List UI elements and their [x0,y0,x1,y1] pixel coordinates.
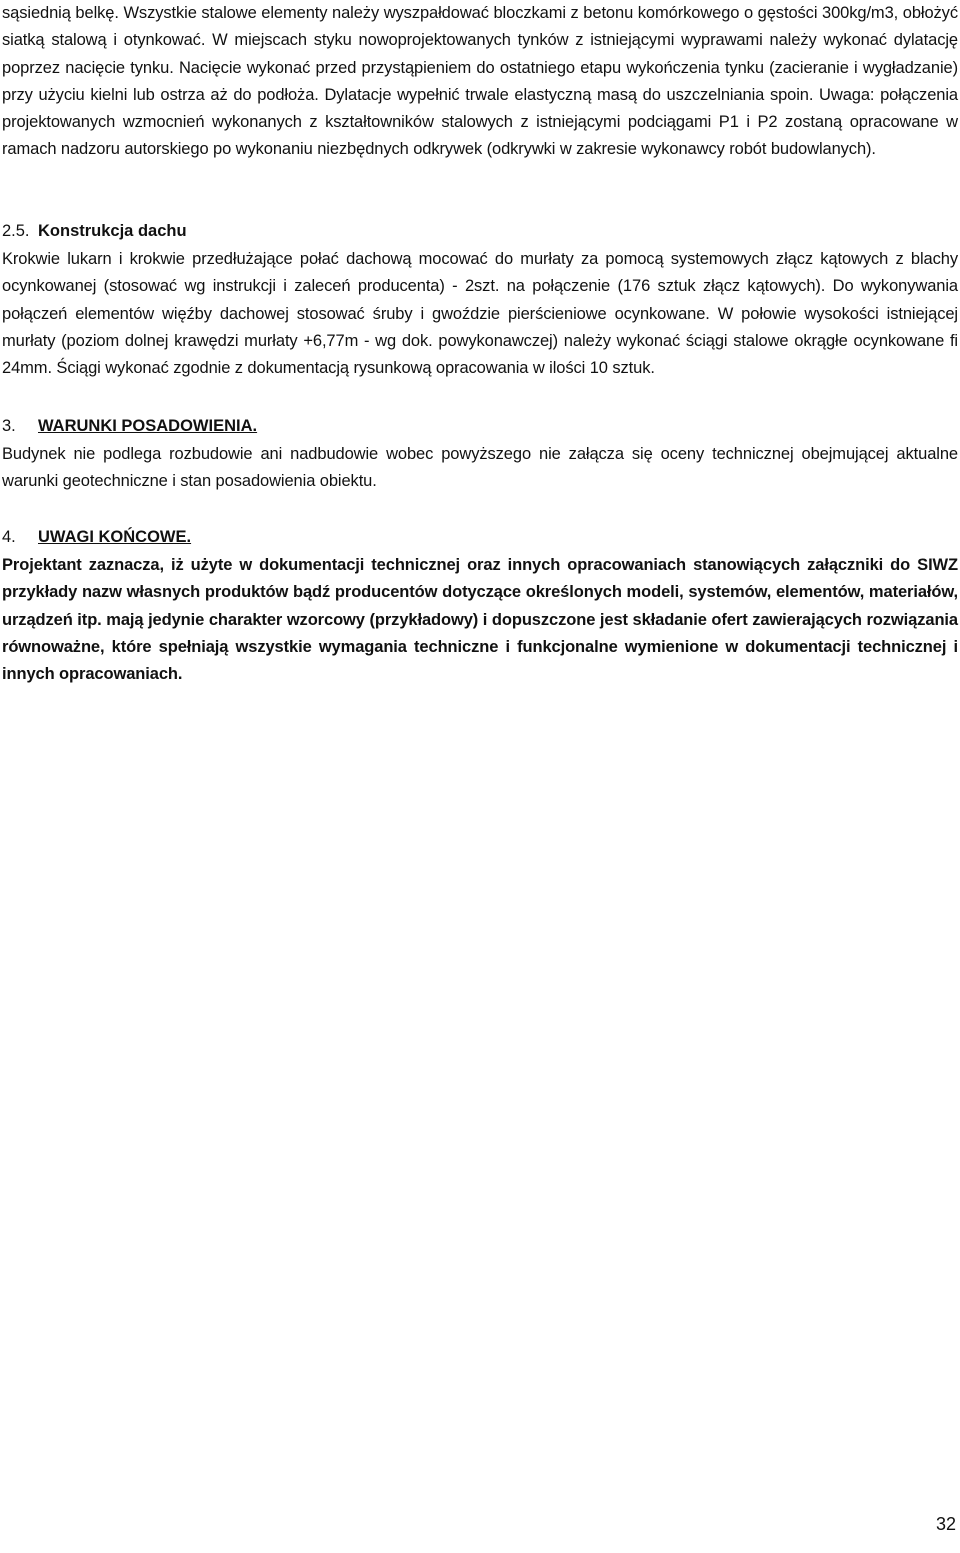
heading-title: UWAGI KOŃCOWE. [38,528,192,546]
heading-title: Konstrukcja dachu [38,222,187,240]
heading-number: 4. [2,528,16,546]
heading-final-remarks [2,524,191,551]
paragraph-final-remarks: Projektant zaznacza, iż użyte w dokumentacji technicznej oraz innych opracowaniach stanowiących załączniki do SIWZ przykłady nazw własnych produktów bądź producentów dotyczące określonych modeli, systemów, elementów, materiałów, urządzeń itp. mają jedynie charakter wzorcowy (przykładowy) i dopuszczone jest składanie ofert zawierających rozwiązania równoważne, które spełniają wszystkie wymagania techniczne i funkcjonalne wymienione w dokumentacji technicznej i innych opracowaniach. [2,556,958,684]
heading-number: 3. [2,417,16,435]
paragraph-roof: Krokwie lukarn i krokwie przedłużające połać dachową mocować do murłaty za pomocą systemowych złącz kątowych z blachy ocynkowanej (stosować wg instrukcji i zaleceń producenta) - 2szt. na połączenie (176 sztuk złącz kątowych). Do wykonywania połączeń elementów więźby dachowej stosować śruby i gwoździe pierścieniowe ocynkowane. W połowie wysokości istniejącej murłaty (poziom dolnej krawędzi murłaty +6,77m - wg dok. powykonawczej) należy wykonać ściągi stalowe okrągłe ocynkowane fi 24mm. Ściągi wykonać zgodnie z dokumentacją rysunkową opracowania w ilości 10 sztuk. [2,250,958,378]
paragraph-steel-elements: sąsiednią belkę. Wszystkie stalowe elementy należy wyszpałdować bloczkami z betonu komórkowego o gęstości 300kg/m3, obłożyć siatką stalową i otynkować. W miejscach styku nowoprojektowanych tynków z istniejącymi wyprawami należy wykonać dylatację poprzez nacięcie tynku. Nacięcie wykonać przed przystąpieniem do ostatniego etapu wykończenia tynku (zacieranie i wygładzanie) przy użyciu kielni lub ostrza aż do podłoża. Dylatacje wypełnić trwale elastyczną masą do uszczelniania spoin. Uwaga: połączenia projektowanych wzmocnień wykonanych z kształtowników stalowych z istniejącymi podciągami P1 i P2 zostaną opracowane w ramach nadzoru autorskiego po wykonaniu niezbędnych odkrywek (odkrywki w zakresie wykonawcy robót budowlanych). [2,4,958,159]
heading-title: WARUNKI POSADOWIENIA. [38,417,258,435]
paragraph-foundation: Budynek nie podlega rozbudowie ani nadbudowie wobec powyższego nie załącza się oceny technicznej obejmującej aktualne warunki geotechniczne i stan posadowienia obiektu. [2,445,958,491]
heading-roof-construction [2,218,187,245]
page-number: 32 [935,1514,956,1534]
heading-number: 2.5. [2,222,30,240]
heading-foundation [2,413,257,440]
